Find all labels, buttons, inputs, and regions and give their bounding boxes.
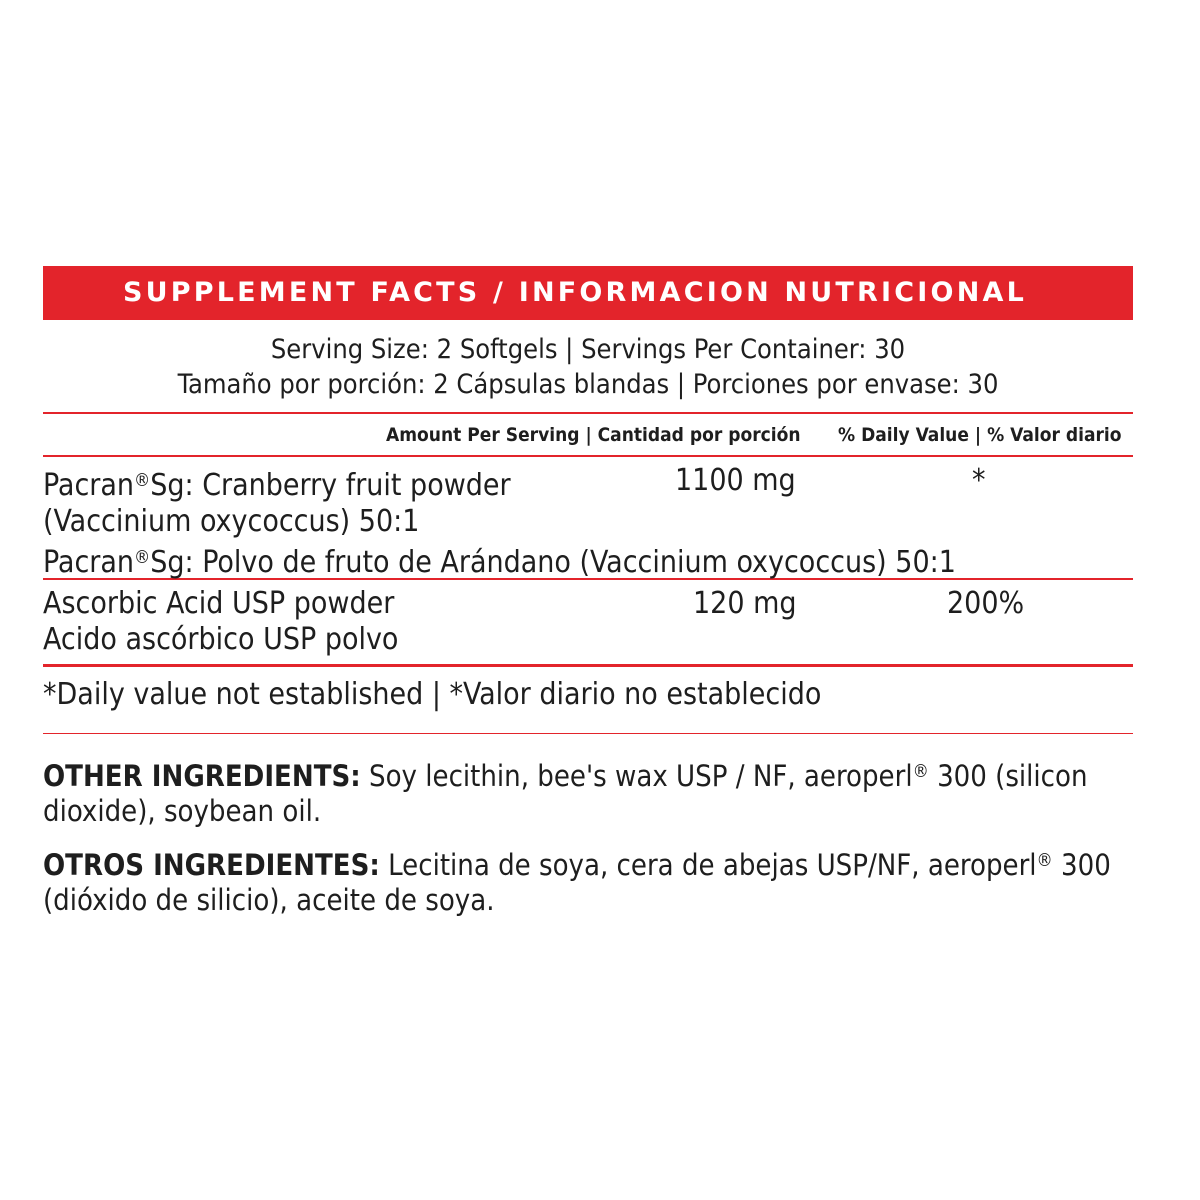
daily-value-footnote: *Daily value not established | *Valor diario no establecido xyxy=(43,677,822,712)
other-ingredients-en: OTHER INGREDIENTS: Soy lecithin, bee's wax USP / NF, aeroperl® 300 (silicon dioxide), soybean oil. xyxy=(43,759,1088,828)
ingredient-name-en: Pacran®Sg: Cranberry fruit powder xyxy=(43,468,511,503)
ingredient-amount: 120 mg xyxy=(693,586,797,621)
amount-column-header: Amount Per Serving | Cantidad por porción xyxy=(386,424,801,446)
serving-line-es: Tamaño por porción: 2 Cápsulas blandas | Porciones por envase: 30 xyxy=(177,369,999,400)
ingredient-amount: 1100 mg xyxy=(675,463,796,498)
ingredient-daily-value: * xyxy=(972,463,986,498)
ingredient-name-es: Acido ascórbico USP polvo xyxy=(43,622,399,657)
ingredient-name-en: Ascorbic Acid USP powder xyxy=(43,586,395,621)
serving-line-en: Serving Size: 2 Softgels | Servings Per Container: 30 xyxy=(270,334,906,365)
supplement-facts-panel xyxy=(43,266,1133,932)
divider xyxy=(43,733,1133,734)
other-ingredients-es-label: OTROS INGREDIENTES: xyxy=(43,848,380,882)
table-row xyxy=(43,457,1133,578)
daily-value-column-header: % Daily Value | % Valor diario xyxy=(838,424,1122,446)
supplement-facts-title: SUPPLEMENT FACTS / INFORMACION NUTRICIONAL xyxy=(43,266,1133,320)
ingredient-name xyxy=(43,463,956,581)
column-headers xyxy=(43,414,1133,455)
serving-info xyxy=(43,320,1133,412)
other-ingredients xyxy=(43,754,1133,918)
ingredient-name xyxy=(43,586,398,658)
other-ingredients-es: OTROS INGREDIENTES: Lecitina de soya, cera de abejas USP/NF, aeroperl® 300 (dióxido de silicio), aceite de soya. xyxy=(43,848,1111,917)
other-ingredients-en-label: OTHER INGREDIENTS: xyxy=(43,759,361,793)
ingredient-daily-value: 200% xyxy=(947,586,1025,621)
table-row xyxy=(43,580,1133,664)
ingredient-name-en-latin: (Vaccinium oxycoccus) 50:1 xyxy=(43,504,420,539)
ingredient-name-es: Pacran®Sg: Polvo de fruto de Arándano (Vaccinium oxycoccus) 50:1 xyxy=(43,545,956,580)
